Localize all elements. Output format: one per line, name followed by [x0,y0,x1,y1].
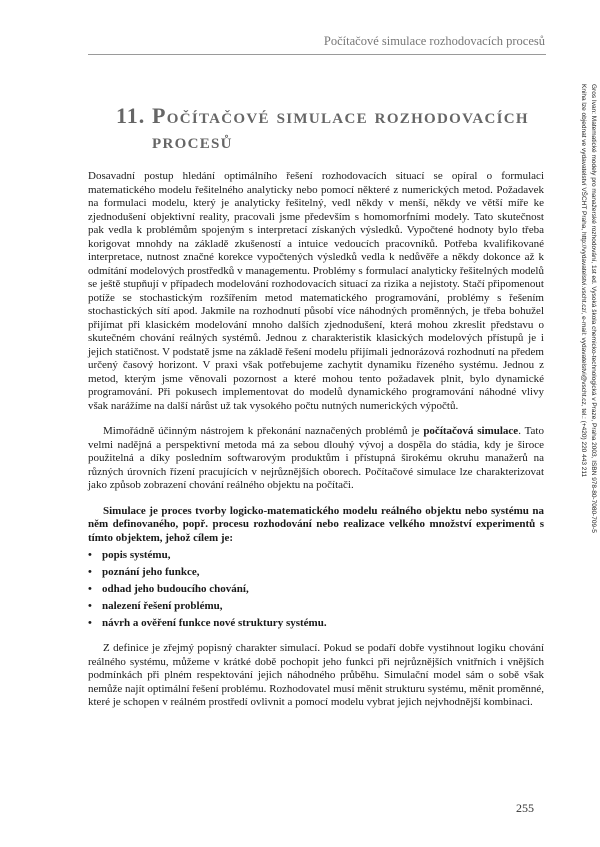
list-item [88,581,544,598]
paragraph-intro: Dosavadní postup hledání optimálního řešení rozhodovacích situací se opíral o formulaci matematického modelu řešitelného analyticky nebo pomocí některé z numerických metod. Požadavek na formulaci modelu, který je analyticky řešitelný, vedl někdy v menší, někdy ve větší míře ke zjednodušení objektivní reality, pracovali jsme především s homomorfními modely. Tato skutečnost pak vedla k problémům spojeným s interpretací získaných výsledků. Vypočtené hodnoty bylo třeba korigovat mnohdy na základě zkušeností a intuice vedoucích pracovníků. Potřeba kvalifikované interpretace, nutnost značné korekce vypočtených výsledků vedla k nedůvěře a někdy dokonce až k odmítání modelových prostředků v managementu. Problémy s formulací analyticky řešitelných modelů se ještě stupňují v případech modelování rozhodovacích situací za rizika a nejistoty. Stačí připomenout potíže se stochastickým rozšířením metod matematického programování, problémy s řešením stochastických sítí apod. Jakmile na rozhodnutí působí více náhodných proměnných, je třeba bohužel přijímat při klasickém modelování mnoho dalších zjednodušení, která mohou zkreslit představu o skutečném chování reálných systémů. Jednou z charakteristik klasických modelových přístupů je i jejich statičnost. V podstatě jsme na základě řešení modelu přijímali jednorázová rozhodnutí na předem určený časový horizont. V praxi však potřebujeme zachytit dynamiku řízeného systému. Jednou z metod, kterým jsme věnovali pozornost a které mohou tento požadavek plnit, bylo dynamické programování. Při pokusech implementovat do modelů dynamického programování náhodné vlivy však narážíme na další nárůst už tak vysokého počtu nutných numerických výpočtů. [88,170,544,412]
paragraph-simulation-text-b: . Tato velmi nadějná a perspektivní metoda má za sebou dlouhý vývoj a dospěla do stádia, kdy je široce použitelná a díky posledním softwarovým produktům i přístupná širokému okruhu manažerů na různých úrovních řízení pracujících v nejrůznějších oborech. Počítačové simulace lze charakterizovat jako způsob zobrazení chování reálného objektu na počítači. [88,425,544,491]
list-item [88,547,544,564]
term-computer-simulation: počítačová simulace [423,425,519,437]
chapter-number: 11. [116,103,146,128]
copyright-line-citation: Gros Ivan: Matematické modely pro manažerské rozhodování, 1st ed. Vysoká škola chemicko-technologická v Praze, Praha 2003, ISBN 978-80-7080-709-5 [590,84,597,533]
bullet-icon: • [88,566,92,578]
goals-list [88,547,544,632]
list-item [88,564,544,581]
copyright-sidebar [572,84,600,604]
list-item-text: popis systému, [102,549,171,561]
list-item-text: odhad jeho budoucího chování, [102,583,249,595]
bullet-icon: • [88,600,92,612]
running-header: Počítačové simulace rozhodovacích procesů [323,34,545,48]
list-item-text: poznání jeho funkce, [102,566,200,578]
copyright-text [578,84,598,604]
bullet-icon: • [88,583,92,595]
bullet-icon: • [88,549,92,561]
list-item-text: nalezení řešení problému, [102,600,223,612]
header-divider [88,54,546,55]
paragraph-simulation-text-a: Mimořádně účinným nástrojem k překonání naznačených problémů je [103,425,424,437]
definition-paragraph: Simulace je proces tvorby logicko-matematického modelu reálného objektu nebo systému na něm definovaného, popř. procesu rozhodování nebo realizace velkého množství experimentů s tímto objektem, jehož cílem je: [88,504,544,544]
page-number: 255 [516,801,534,815]
chapter-title: Počítačové simulace rozhodovacích procesů [152,103,529,153]
bullet-icon: • [88,617,92,629]
list-item [88,598,544,615]
list-item-text: návrh a ověření funkce nové struktury systému. [102,617,327,629]
paragraph-simulation [88,425,544,493]
copyright-line-order: Kniha lze objednat ve vydavatelství VŠCHT Praha, http://vydavatelstvi.vscht.cz/, e-mail: vydavatelstvi@vscht.cz, tel.: (+420) 220 443 211 [580,84,587,478]
list-item [88,615,544,632]
chapter-body [88,170,544,710]
paragraph-conclusion: Z definice je zřejmý popisný charakter simulací. Pokud se podaří dobře vystihnout logiku chování reálného systému, můžeme v krátké době pochopit jeho funkci při nejrůznějších vnitřních i vnějších podmínkách při plném respektování jejich náhodného průběhu. Simulační model sám o sobě však nemůže najít optimální řešení problému. Rozhodovatel musí měnit strukturu systému, měnit proměnné, které je schopen v reálném prostředí ovlivnit a pomocí modelu vybrat jejich nejvhodnější kombinaci. [88,642,544,708]
